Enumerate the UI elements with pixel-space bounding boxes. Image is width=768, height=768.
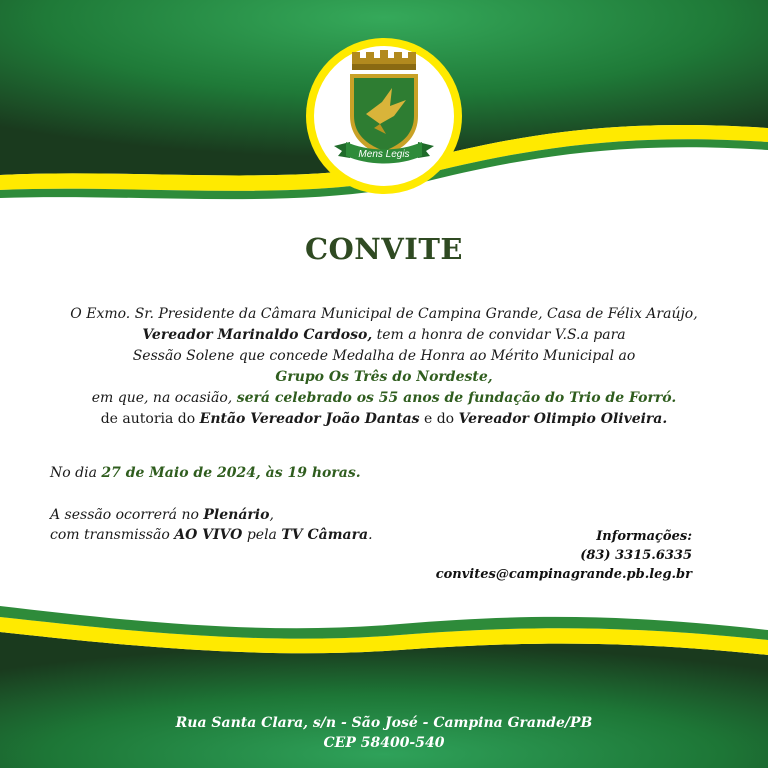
- body-line-5: [40, 388, 728, 409]
- footer-cep: CEP 58400-540: [323, 735, 445, 751]
- broadcast-via: pela: [242, 527, 282, 543]
- broadcast-period: .: [368, 527, 373, 543]
- emblem-motto: Mens Legis: [358, 149, 410, 160]
- broadcast-channel: TV Câmara: [281, 527, 369, 543]
- session-location: Plenário: [203, 507, 270, 523]
- body-line-2: [40, 325, 728, 346]
- celebration-text: será celebrado os 55 anos de fundação do Trio de Forró.: [236, 390, 677, 406]
- date-prefix: No dia: [50, 465, 102, 481]
- session-comma: ,: [269, 507, 274, 523]
- contact-info: [436, 527, 692, 584]
- host-name: Vereador Marinaldo Cardoso,: [142, 327, 373, 343]
- session-line-1: [50, 505, 373, 525]
- authorship-prefix: de autoria do: [100, 411, 200, 427]
- body-line-2-rest: tem a honra de convidar V.S.a para: [372, 327, 626, 343]
- author-2: Vereador Olimpio Oliveira.: [458, 411, 668, 427]
- authorship-and: e do: [419, 411, 459, 427]
- session-location-prefix: A sessão ocorrerá no: [50, 507, 204, 523]
- date-value: 27 de Maio de 2024, às 19 horas.: [101, 465, 361, 481]
- coat-of-arms-icon: [314, 44, 454, 184]
- body-line-1: O Exmo. Sr. Presidente da Câmara Municipal de Campina Grande, Casa de Félix Araújo,: [70, 306, 698, 322]
- body-line-5-start: em que, na ocasião,: [91, 390, 237, 406]
- contact-phone: (83) 3315.6335: [580, 548, 692, 563]
- broadcast-live: AO VIVO: [174, 527, 243, 543]
- page-title: CONVITE: [304, 232, 464, 266]
- contact-label: Informações:: [596, 529, 692, 544]
- session-info: [50, 505, 373, 545]
- footer-address: [0, 713, 768, 753]
- invitation-body: [40, 304, 728, 430]
- event-date: [50, 465, 361, 481]
- contact-email: convites@campinagrande.pb.leg.br: [435, 567, 692, 582]
- body-line-3: Sessão Solene que concede Medalha de Honra ao Mérito Municipal ao: [132, 348, 636, 364]
- session-line-2: [50, 525, 373, 545]
- body-line-6: [40, 409, 728, 430]
- footer-street: Rua Santa Clara, s/n - São José - Campina Grande/PB: [175, 715, 593, 731]
- honoree-name: Grupo Os Três do Nordeste,: [275, 369, 493, 385]
- author-1: Então Vereador João Dantas: [199, 411, 420, 427]
- broadcast-prefix: com transmissão: [50, 527, 175, 543]
